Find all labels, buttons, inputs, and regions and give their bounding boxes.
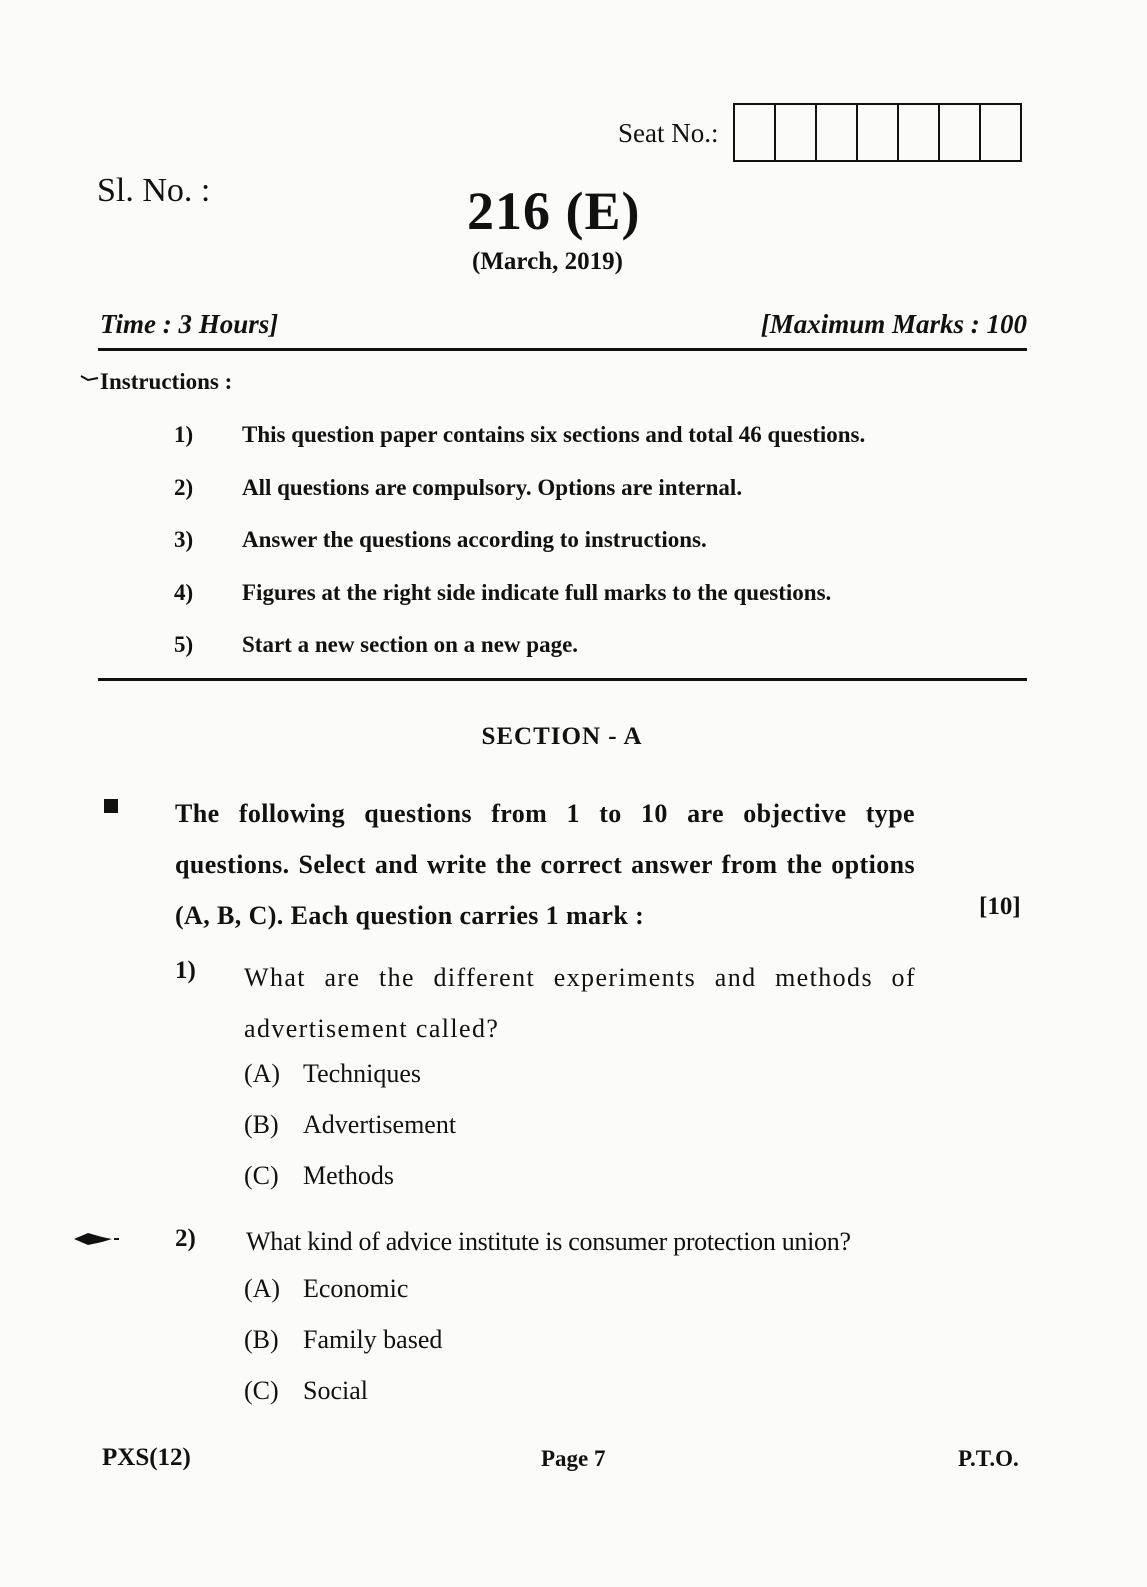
answer-option: [244, 1376, 368, 1406]
question-number: 1): [175, 957, 196, 984]
section-marks: [10]: [979, 893, 1021, 920]
exam-date: (March, 2019): [472, 248, 623, 275]
option-text: Advertisement: [303, 1110, 457, 1139]
seat-number-label: Seat No.:: [618, 118, 719, 148]
option-label: (C): [244, 1161, 279, 1190]
instruction-text: This question paper contains six sections and total 46 questions.: [242, 422, 866, 447]
seat-digit-box[interactable]: [899, 105, 940, 160]
instruction-item: [174, 422, 865, 448]
tick-mark-icon: [80, 373, 100, 385]
seat-number-boxes[interactable]: [733, 103, 1022, 162]
answer-option: [244, 1110, 456, 1140]
answer-option: [244, 1059, 421, 1089]
instruction-text: All questions are compulsory. Options are internal.: [242, 475, 743, 500]
option-text: Methods: [303, 1161, 394, 1190]
option-label: (B): [244, 1325, 279, 1354]
instruction-number: 2): [174, 475, 194, 500]
seat-digit-box[interactable]: [776, 105, 817, 160]
option-text: Family based: [303, 1325, 443, 1354]
paper-reference-code: PXS(12): [102, 1444, 191, 1471]
instruction-item: [174, 475, 742, 501]
instruction-item: [174, 580, 831, 606]
section-title: SECTION - A: [481, 723, 643, 750]
instruction-number: 4): [174, 580, 194, 605]
arrow-mark-icon: [72, 1228, 120, 1250]
option-label: (A): [244, 1274, 281, 1303]
header-divider: [98, 348, 1027, 351]
question-text: What kind of advice institute is consumer protection union?: [246, 1227, 851, 1256]
serial-number-label: Sl. No. :: [97, 172, 211, 209]
option-label: (C): [244, 1376, 279, 1405]
instructions-heading: Instructions :: [100, 369, 233, 394]
section-intro: The following questions from 1 to 10 are objective type questions. Select and write the correct answer from the options (A, B, C). Each question carries 1 mark :: [175, 799, 915, 930]
seat-digit-box[interactable]: [940, 105, 981, 160]
option-text: Economic: [303, 1274, 409, 1303]
instruction-item: [174, 527, 707, 553]
seat-digit-box[interactable]: [817, 105, 858, 160]
question-text: What are the different experiments and methods of advertisement called?: [244, 963, 916, 1043]
seat-digit-box[interactable]: [981, 105, 1020, 160]
maximum-marks: [Maximum Marks : 100: [760, 309, 1027, 339]
instruction-text: Figures at the right side indicate full marks to the questions.: [242, 580, 832, 605]
instruction-item: [174, 632, 578, 658]
answer-option: [244, 1274, 408, 1304]
instruction-text: Answer the questions according to instructions.: [242, 527, 707, 552]
instruction-number: 5): [174, 632, 194, 657]
please-turn-over: P.T.O.: [958, 1446, 1019, 1471]
instruction-number: 1): [174, 422, 194, 447]
question-number: 2): [175, 1225, 196, 1252]
page-number: Page 7: [541, 1446, 606, 1471]
paper-code: 216 (E): [467, 181, 641, 241]
exam-duration: Time : 3 Hours]: [100, 309, 279, 339]
instruction-number: 3): [174, 527, 194, 552]
option-label: (B): [244, 1110, 279, 1139]
option-text: Social: [303, 1376, 368, 1405]
answer-option: [244, 1161, 394, 1191]
answer-option: [244, 1325, 442, 1355]
instructions-divider: [98, 678, 1027, 681]
option-label: (A): [244, 1059, 281, 1088]
square-bullet-icon: [104, 799, 118, 813]
seat-digit-box[interactable]: [858, 105, 899, 160]
instruction-text: Start a new section on a new page.: [242, 632, 579, 657]
seat-digit-box[interactable]: [735, 105, 776, 160]
option-text: Techniques: [303, 1059, 422, 1088]
